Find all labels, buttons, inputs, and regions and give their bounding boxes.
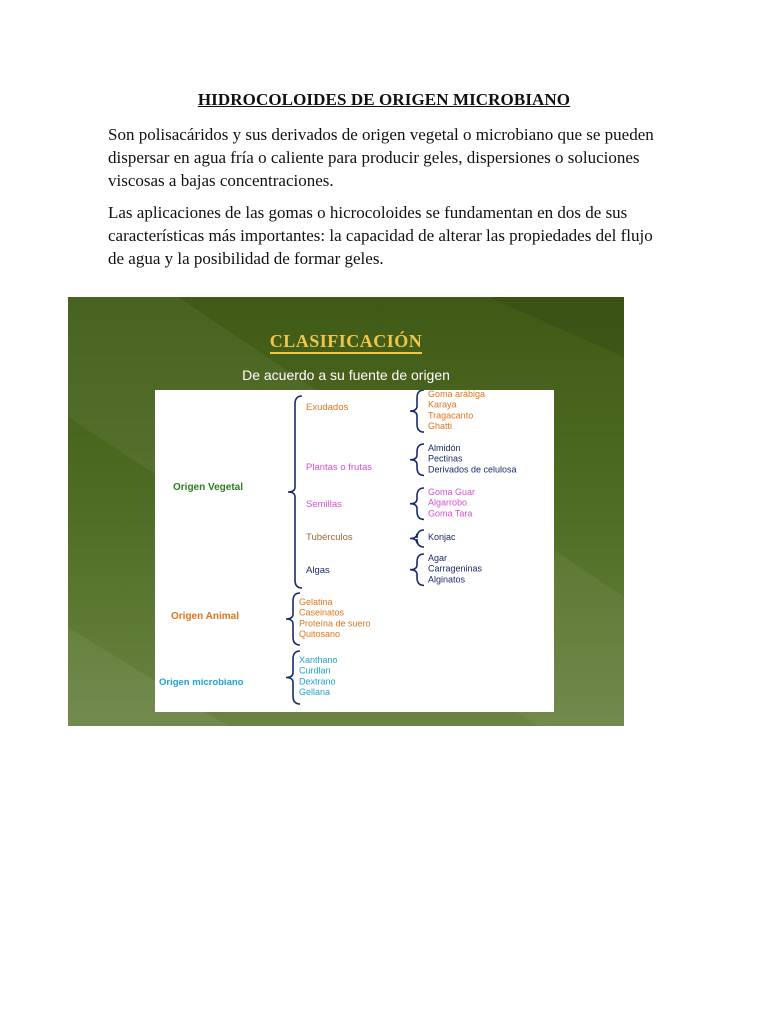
- item-gelatina: Gelatina: [299, 597, 333, 607]
- slide-subtitle: De acuerdo a su fuente de origen: [242, 367, 450, 383]
- item-dextrano: Dextrano: [299, 676, 336, 687]
- origin-label-animal: Origen Animal: [171, 611, 239, 622]
- group-brace-plantas-o-frutas: [410, 444, 424, 475]
- item-konjac: Konjac: [428, 532, 456, 542]
- group-brace-algas: [410, 554, 424, 585]
- group-label-tuberculos: Tubérculos: [306, 532, 353, 543]
- group-label-semillas: Semillas: [306, 499, 342, 510]
- item-ghatti: Ghatti: [428, 421, 453, 432]
- item-goma-guar: Goma Guar: [428, 487, 476, 497]
- item-derivados-de-celulosa: Derivados de celulosa: [428, 464, 517, 475]
- classification-slide-image: [68, 297, 624, 726]
- page-title: HIDROCOLOIDES DE ORIGEN MICROBIANO: [197, 90, 571, 109]
- group-brace-semillas: [410, 488, 424, 519]
- intro-paragraph: Son polisacáridos y sus derivados de origen vegetal o microbiano que se pueden dispersar en agua fría o caliente para producir geles, dispersiones o soluciones viscosas a bajas concentraciones.: [108, 125, 654, 190]
- classification-diagram-panel: [155, 390, 554, 712]
- origin-label-microbiano: Origen microbiano: [159, 677, 244, 688]
- item-alginatos: Alginatos: [428, 574, 466, 585]
- item-karaya: Karaya: [428, 399, 457, 410]
- item-curdlan: Curdlan: [299, 665, 331, 676]
- classification-diagram: [155, 390, 554, 712]
- group-label-exudados: Exudados: [306, 402, 349, 413]
- applications-paragraph: Las aplicaciones de las gomas o hicrocoloides se fundamentan en dos de sus características más importantes: la capacidad de alterar las propiedades del flujo de agua y la posibilidad de formar geles.: [108, 203, 653, 268]
- item-goma-tara: Goma Tara: [428, 508, 473, 519]
- group-label-plantas-o-frutas: Plantas o frutas: [306, 462, 373, 473]
- item-agar: Agar: [428, 553, 448, 563]
- group-brace-exudados: [410, 390, 424, 432]
- vegetal-brace: [288, 396, 302, 588]
- item-almidon: Almidón: [428, 443, 461, 453]
- item-proteina-de-suero: Proteína de suero: [299, 618, 371, 629]
- item-tragacanto: Tragacanto: [428, 410, 474, 421]
- origin-label-vegetal: Origen Vegetal: [173, 482, 244, 493]
- item-algarrobo: Algarrobo: [428, 497, 468, 508]
- item-goma-arabiga: Goma arábiga: [428, 390, 486, 399]
- item-gellana: Gellana: [299, 687, 331, 698]
- item-pectinas: Pectinas: [428, 453, 463, 464]
- item-carrageninas: Carrageninas: [428, 563, 483, 574]
- item-xanthano: Xanthano: [299, 655, 338, 665]
- microbiano-brace: [286, 651, 300, 704]
- slide-title: CLASIFICACIÓN: [68, 331, 624, 352]
- item-quitosano: Quitosano: [299, 629, 341, 640]
- item-caseinatos: Caseinatos: [299, 607, 345, 618]
- group-brace-tuberculos: [410, 530, 424, 547]
- group-label-algas: Algas: [306, 565, 330, 576]
- animal-brace: [286, 593, 300, 645]
